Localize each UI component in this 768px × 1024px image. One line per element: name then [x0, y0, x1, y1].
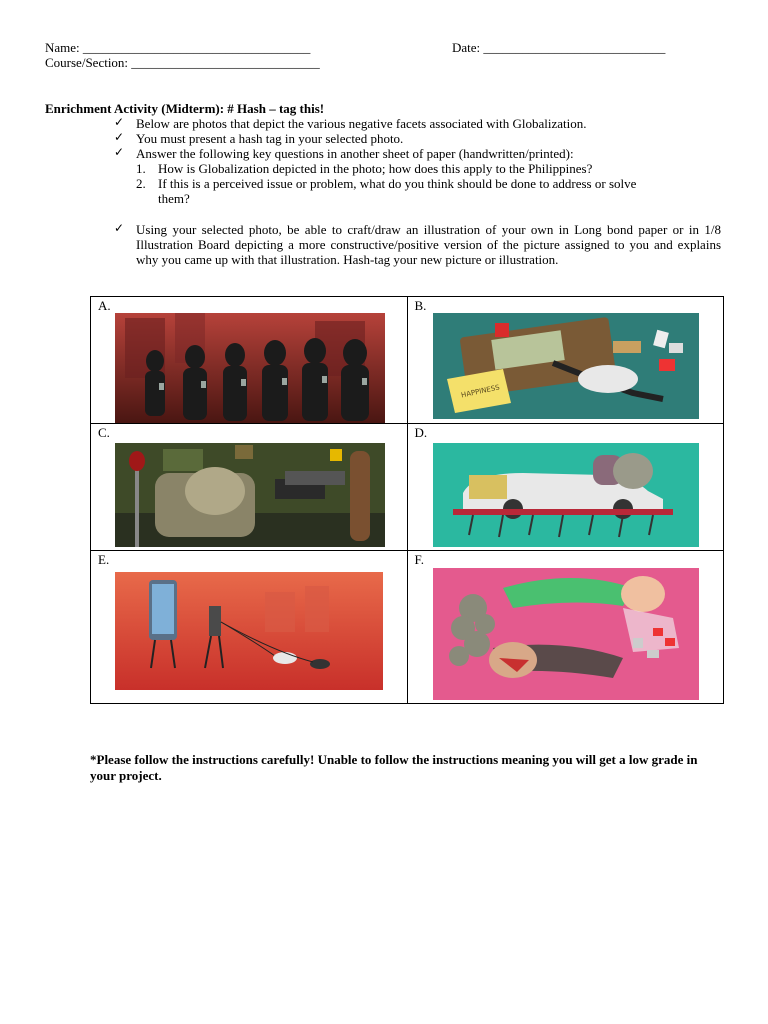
question-2-number: 2. [136, 176, 146, 191]
course-line [45, 55, 320, 70]
instruction-3: Answer the following key questions in another sheet of paper (handwritten/printed): [136, 146, 574, 161]
grid-cell-f [407, 551, 724, 704]
check-icon: ✓ [113, 115, 125, 129]
check-icon: ✓ [113, 221, 125, 235]
warning-note: *Please follow the instructions carefully! Unable to follow the instructions meaning you will get a low grade in your project. [90, 752, 698, 783]
activity-title: Enrichment Activity (Midterm): # Hash – tag this! [45, 101, 325, 116]
cell-label: C. [98, 425, 110, 440]
name-label: Name: [45, 40, 80, 55]
course-blank: _____________________________ [131, 55, 320, 70]
cell-label: E. [98, 552, 110, 567]
grid-cell-e [91, 551, 408, 704]
picture-grid [90, 296, 724, 704]
obese-couch-illustration[interactable] [115, 443, 385, 547]
name-blank: ___________________________________ [82, 40, 311, 55]
money-eating-illustration[interactable] [433, 568, 699, 700]
question-2-line1: If this is a perceived issue or problem, what do you think should be done to address or solve [158, 176, 637, 191]
date-line [452, 40, 665, 55]
zombies-illustration[interactable] [115, 313, 385, 423]
name-line [45, 40, 310, 55]
check-icon: ✓ [113, 130, 125, 144]
grid-cell-a [91, 297, 408, 424]
cell-label: D. [414, 425, 428, 440]
check-icon: ✓ [113, 145, 125, 159]
grid-cell-d [407, 424, 724, 551]
happiness-text: HAPPINESS [459, 383, 500, 400]
date-blank: ____________________________ [483, 40, 666, 55]
question-1: How is Globalization depicted in the photo; how does this apply to the Philippines? [158, 161, 593, 176]
instruction-2: You must present a hash tag in your selected photo. [136, 131, 404, 146]
instruction-1: Below are photos that depict the various negative facets associated with Globalization. [136, 116, 587, 131]
instruction-4: Using your selected photo, be able to craft/draw an illustration of your own in Long bond paper or in 1/8 Illustration Board depicting a more constructive/positive version of the picture assigned to you and explains why you came up with that illustration. Hash-tag your new picture or illustration. [136, 222, 721, 267]
luxury-car-workers-illustration[interactable] [433, 443, 699, 547]
cell-label: F. [414, 552, 424, 567]
question-1-number: 1. [136, 161, 146, 176]
money-mousetrap-illustration[interactable] [433, 313, 699, 419]
cell-label: B. [414, 298, 427, 313]
date-label: Date: [452, 40, 481, 55]
cell-label: A. [98, 298, 111, 313]
phone-walking-human-illustration[interactable] [115, 572, 383, 690]
course-label: Course/Section: [45, 55, 129, 70]
question-2-line2: them? [158, 191, 190, 206]
grid-cell-c [91, 424, 408, 551]
grid-cell-b [407, 297, 724, 424]
